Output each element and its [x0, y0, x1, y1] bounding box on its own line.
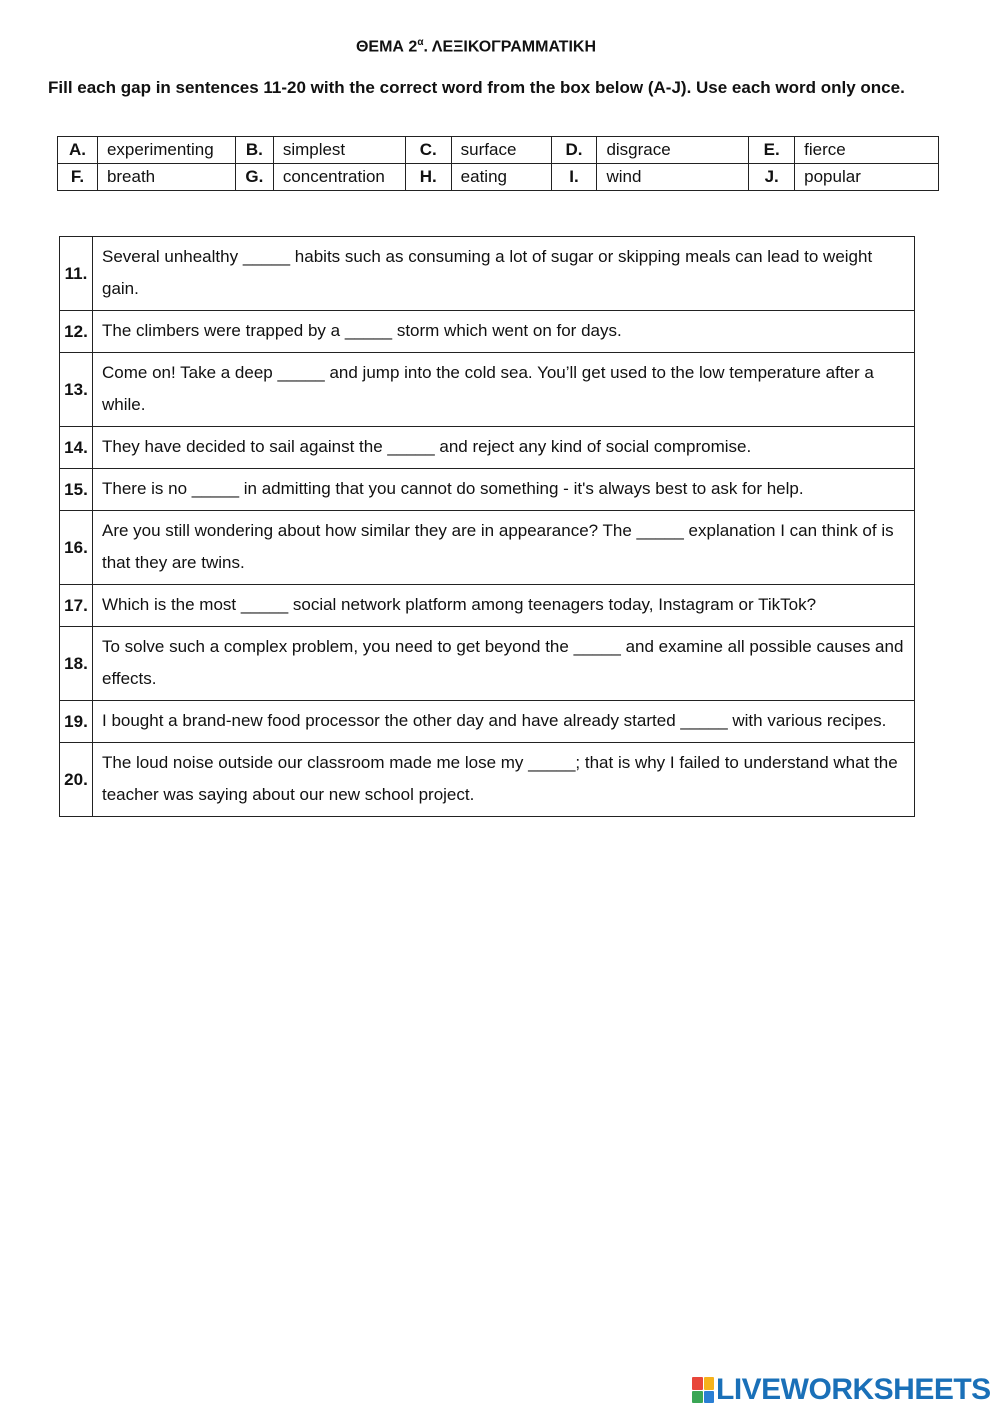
- word-option: surface: [451, 137, 551, 164]
- word-letter: F.: [58, 164, 98, 191]
- word-letter: C.: [405, 137, 451, 164]
- sentence-text: Come on! Take a deep _____ and jump into the cold sea. You’ll get used to the low temperature after a while.: [93, 353, 915, 427]
- instructions: Fill each gap in sentences 11-20 with the correct word from the box below (A-J). Use each word only once.: [48, 78, 905, 97]
- liveworksheets-logo-icon: [692, 1377, 714, 1403]
- word-letter: H.: [405, 164, 451, 191]
- sentences-table: [59, 236, 915, 817]
- sentence-number: 12.: [60, 311, 93, 353]
- sentence-number: 14.: [60, 427, 93, 469]
- sentence-text: The loud noise outside our classroom made me lose my _____; that is why I failed to understand what the teacher was saying about our new school project.: [93, 743, 915, 817]
- sentence-text: There is no _____ in admitting that you cannot do something - it's always best to ask for help.: [93, 469, 915, 511]
- sentence-text: The climbers were trapped by a _____ storm which went on for days.: [93, 311, 915, 353]
- word-option: fierce: [795, 137, 939, 164]
- sentence-number: 18.: [60, 627, 93, 701]
- logo-square-blue: [704, 1391, 715, 1404]
- sentence-text: I bought a brand-new food processor the other day and have already started _____ with various recipes.: [93, 701, 915, 743]
- sentence-row: [60, 427, 915, 469]
- word-letter: A.: [58, 137, 98, 164]
- sentence-row: [60, 743, 915, 817]
- word-letter: E.: [749, 137, 795, 164]
- sentence-row: [60, 701, 915, 743]
- word-box-row: [58, 137, 939, 164]
- sentence-number: 11.: [60, 237, 93, 311]
- word-option: wind: [597, 164, 749, 191]
- page-title: ΘΕΜΑ $2^\alpha$. ΛΕΞΙΚΟΓΡΑΜΜΑΤΙΚΗ: [355, 37, 596, 56]
- word-letter: D.: [551, 137, 597, 164]
- liveworksheets-logo[interactable]: [692, 1374, 991, 1406]
- logo-square-green: [692, 1391, 703, 1404]
- sentence-number: 19.: [60, 701, 93, 743]
- word-box-table: [57, 136, 939, 191]
- word-letter: J.: [749, 164, 795, 191]
- sentence-number: 13.: [60, 353, 93, 427]
- word-option: experimenting: [97, 137, 235, 164]
- sentence-text: Which is the most _____ social network platform among teenagers today, Instagram or TikTok?: [93, 585, 915, 627]
- word-box-row: [58, 164, 939, 191]
- word-letter: G.: [235, 164, 273, 191]
- sentence-row: [60, 353, 915, 427]
- sentence-row: [60, 237, 915, 311]
- sentence-number: 20.: [60, 743, 93, 817]
- sentence-text: Several unhealthy _____ habits such as consuming a lot of sugar or skipping meals can lead to weight gain.: [93, 237, 915, 311]
- logo-square-yellow: [704, 1377, 715, 1390]
- sentence-row: [60, 511, 915, 585]
- sentence-text: To solve such a complex problem, you need to get beyond the _____ and examine all possible causes and effects.: [93, 627, 915, 701]
- word-option: eating: [451, 164, 551, 191]
- sentence-text: Are you still wondering about how similar they are in appearance? The _____ explanation I can think of is that they are twins.: [93, 511, 915, 585]
- liveworksheets-brand: LIVEWORKSHEETS: [716, 1373, 991, 1406]
- sentence-row: [60, 311, 915, 353]
- sentence-number: 15.: [60, 469, 93, 511]
- sentence-text: They have decided to sail against the _____ and reject any kind of social compromise.: [93, 427, 915, 469]
- sentence-row: [60, 469, 915, 511]
- logo-square-red: [692, 1377, 703, 1390]
- sentence-number: 16.: [60, 511, 93, 585]
- word-letter: B.: [235, 137, 273, 164]
- sentence-row: [60, 627, 915, 701]
- word-option: breath: [97, 164, 235, 191]
- sentence-number: 17.: [60, 585, 93, 627]
- word-option: simplest: [273, 137, 405, 164]
- word-option: popular: [795, 164, 939, 191]
- sentence-row: [60, 585, 915, 627]
- word-option: concentration: [273, 164, 405, 191]
- word-letter: I.: [551, 164, 597, 191]
- word-option: disgrace: [597, 137, 749, 164]
